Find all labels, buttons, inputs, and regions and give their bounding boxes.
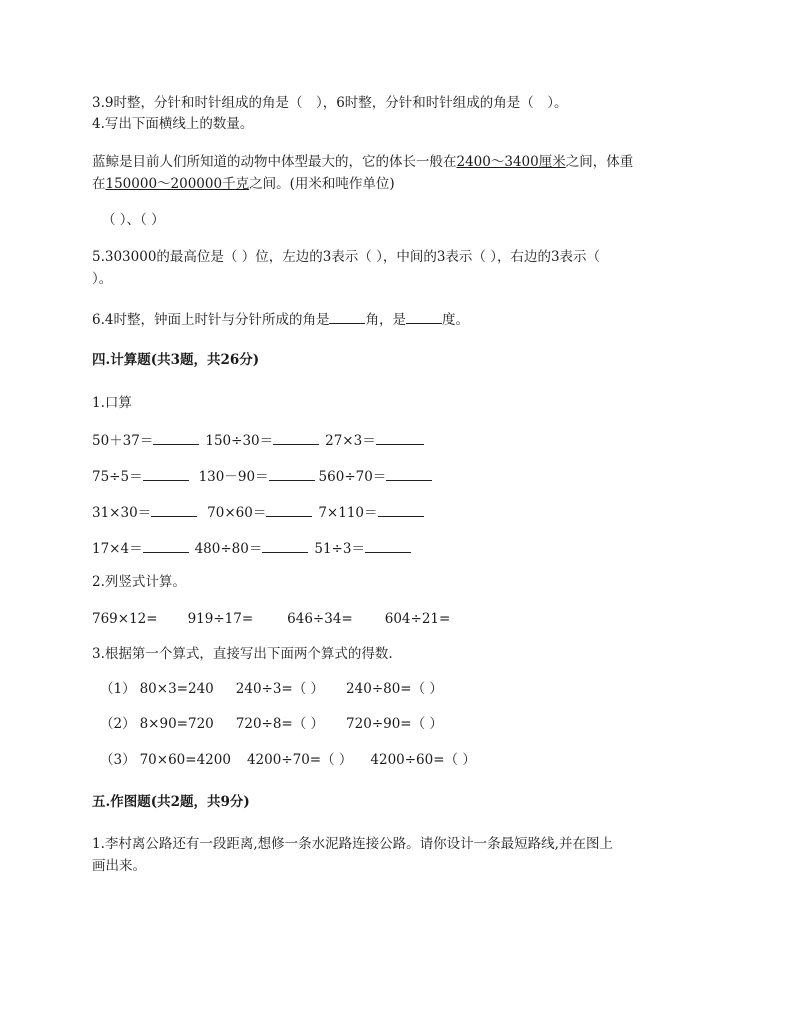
item-number: （3） [100, 752, 136, 768]
derived-equation: 720÷8=（ ） [235, 716, 325, 732]
calc-3-row-1 [100, 680, 443, 698]
calc-1-row-4 [92, 538, 411, 558]
given-equation: 80×3=240 [139, 681, 214, 697]
calc-1-row-2 [92, 466, 432, 486]
section-4-heading [92, 351, 259, 369]
vertical-calc-item: 646÷34= [287, 611, 353, 627]
question-4-line-1-pre: 蓝鲸是目前人们所知道的动物中体型最大的，它的体长一般在 [92, 154, 457, 170]
vertical-calc-item: 919÷17= [187, 611, 254, 627]
draw-1-text-end: 画出来。 [92, 858, 146, 874]
question-4-line-2-pre: 在 [92, 176, 106, 192]
draw-1-line-1 [92, 835, 613, 853]
question-6-pre: 6.4时整，钟面上时针与分针所成的角是 [92, 312, 330, 328]
calc-1-row-3 [92, 502, 424, 522]
answer-blank [273, 430, 319, 445]
derived-equation: 720÷90=（ ） [346, 716, 443, 732]
answer-blank [153, 430, 199, 445]
answer-blank [143, 538, 189, 553]
oral-calc-item: 7×110＝ [318, 505, 378, 521]
question-4-line-1 [92, 153, 633, 171]
question-5-line-1 [92, 248, 600, 266]
question-3-text: 3.9时整，分针和时针组成的角是（ ），6时整，分针和时针组成的角是（ ）。 [92, 95, 568, 111]
derived-equation: 240÷80=（ ） [346, 681, 443, 697]
question-4-line-1-post: 之间，体重 [565, 154, 634, 170]
question-4-line-2 [92, 175, 395, 193]
answer-blank [143, 466, 189, 481]
answer-blank [386, 466, 432, 481]
calc-3-title [92, 645, 393, 663]
section-5-heading [92, 793, 250, 811]
question-4-line-2-post: 之间。(用米和吨作单位) [249, 176, 395, 192]
calc-1-title [92, 394, 132, 412]
draw-1-text: 1.李村离公路还有一段距离,想修一条水泥路连接公路。请你设计一条最短路线,并在图上 [92, 836, 613, 852]
vertical-calc-item: 769×12= [92, 611, 158, 627]
answer-blank [266, 502, 312, 517]
question-6-post: 度。 [441, 312, 469, 328]
question-5-line-2 [92, 270, 112, 288]
question-4-title [92, 115, 253, 133]
given-equation: 70×60=4200 [139, 752, 231, 768]
question-4-title-text: 4.写出下面横线上的数量。 [92, 116, 254, 132]
oral-calc-item: 31×30＝ [92, 505, 152, 521]
question-4-answer [102, 211, 165, 229]
calc-3-title-text: 3.根据第一个算式，直接写出下面两个算式的得数. [92, 646, 393, 662]
oral-calc-item: 75÷5＝ [92, 469, 143, 485]
calc-2-title [92, 573, 186, 591]
question-5-text: 5.303000的最高位是（ ）位，左边的3表示（ ），中间的3表示（ ），右边的3表示（ [92, 249, 601, 265]
oral-calc-item: 480÷80＝ [194, 541, 263, 557]
calc-1-row-1 [92, 430, 424, 450]
answer-blank [365, 538, 411, 553]
oral-calc-item: 17×4＝ [92, 541, 143, 557]
answer-blank [269, 466, 315, 481]
question-4-answer-blanks: （ ）、（ ） [102, 212, 165, 228]
question-6 [92, 309, 469, 329]
answer-blank [406, 309, 442, 324]
question-4-underlined-length: 2400～3400厘米 [456, 154, 566, 170]
derived-equation: 4200÷70=（ ） [246, 752, 353, 768]
calc-3-row-2 [100, 715, 443, 733]
oral-calc-item: 130－90＝ [198, 469, 269, 485]
oral-calc-item: 51÷3＝ [314, 541, 365, 557]
question-6-mid: 角，是 [365, 312, 406, 328]
calc-1-title-text: 1.口算 [92, 395, 132, 411]
given-equation: 8×90=720 [139, 716, 214, 732]
answer-blank [329, 309, 365, 324]
question-4-underlined-weight: 150000～200000千克 [105, 176, 250, 192]
derived-equation: 4200÷60=（ ） [370, 752, 476, 768]
calc-2-items [92, 610, 450, 628]
oral-calc-item: 70×60＝ [207, 505, 267, 521]
item-number: （1） [100, 681, 136, 697]
oral-calc-item: 150÷30＝ [205, 433, 274, 449]
section-5-heading-text: 五.作图题(共2题，共9分) [92, 794, 250, 810]
answer-blank [378, 502, 424, 517]
calc-3-row-3 [100, 751, 476, 769]
answer-blank [376, 430, 424, 445]
question-3 [92, 94, 568, 112]
calc-2-title-text: 2.列竖式计算。 [92, 574, 186, 590]
item-number: （2） [100, 716, 136, 732]
answer-blank [262, 538, 308, 553]
derived-equation: 240÷3=（ ） [235, 681, 325, 697]
question-5-text-end: ）。 [92, 271, 113, 287]
oral-calc-item: 50＋37＝ [92, 433, 154, 449]
draw-1-line-2 [92, 857, 146, 875]
answer-blank [151, 502, 197, 517]
vertical-calc-item: 604÷21= [384, 611, 451, 627]
oral-calc-item: 27×3＝ [325, 433, 376, 449]
oral-calc-item: 560÷70＝ [318, 469, 387, 485]
section-4-heading-text: 四.计算题(共3题，共26分) [92, 352, 260, 368]
